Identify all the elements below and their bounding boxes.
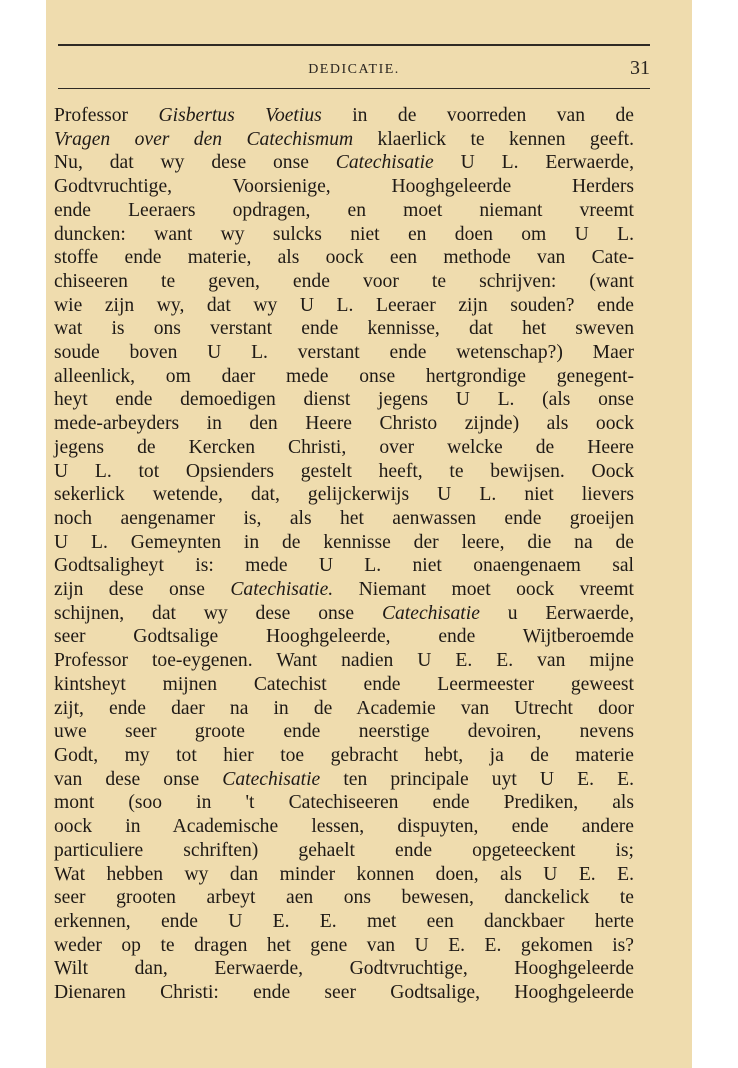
text-line bbox=[54, 697, 634, 721]
text-segment: mede-arbeyders in den Heere Christo zijnde) als oock bbox=[54, 413, 634, 435]
text-line bbox=[54, 483, 634, 507]
text-segment: heyt ende demoedigen dienst jegens U L. (als onse bbox=[54, 389, 634, 411]
text-line bbox=[54, 791, 634, 815]
text-line bbox=[54, 412, 634, 436]
text-line bbox=[54, 673, 634, 697]
page-number: 31 bbox=[630, 57, 650, 79]
text-line bbox=[54, 341, 634, 365]
text-segment: ten principale uyt U E. E. bbox=[320, 768, 634, 790]
text-segment: Dienaren Christi: ende seer Godtsalige, Hooghgeleerde bbox=[54, 982, 634, 1004]
text-line bbox=[54, 317, 634, 341]
italic-term: Catechisatie. bbox=[230, 579, 334, 601]
italic-term: Catechisatie bbox=[222, 768, 321, 790]
text-segment: Professor toe-eygenen. Want nadien U E. E. van mijne bbox=[54, 650, 634, 672]
text-line bbox=[54, 554, 634, 578]
text-segment: zijn dese onse bbox=[54, 579, 231, 601]
text-segment: U L. tot Opsienders gestelt heeft, te bewijsen. Oock bbox=[54, 460, 634, 482]
text-segment: mont (soo in 't Catechiseeren ende Prediken, als bbox=[54, 792, 634, 814]
text-line bbox=[54, 768, 634, 792]
text-segment: Wilt dan, Eerwaerde, Godtvruchtige, Hooghgeleerde bbox=[54, 958, 634, 980]
text-line bbox=[54, 531, 634, 555]
text-segment: wat is ons verstant ende kennisse, dat het sweven bbox=[54, 318, 634, 340]
text-line bbox=[54, 270, 634, 294]
text-line bbox=[54, 863, 634, 887]
book-page bbox=[46, 0, 692, 1068]
text-line bbox=[54, 815, 634, 839]
italic-term: Catechisatie bbox=[381, 602, 480, 624]
text-line bbox=[54, 365, 634, 389]
text-line bbox=[54, 507, 634, 531]
text-segment: weder op te dragen het gene van U E. E. gekomen is? bbox=[54, 934, 634, 956]
text-line bbox=[54, 460, 634, 484]
text-line bbox=[54, 720, 634, 744]
text-line bbox=[54, 104, 634, 128]
text-line bbox=[54, 294, 634, 318]
italic-term: Gisbertus Voetius bbox=[158, 105, 322, 126]
text-line bbox=[54, 223, 634, 247]
text-segment: Godtvruchtige, Voorsienige, Hooghgeleerde Herders bbox=[54, 176, 634, 198]
header-bottom-rule bbox=[58, 88, 650, 89]
text-segment: sekerlick wetende, dat, gelijckerwijs U L. niet lievers bbox=[54, 484, 634, 506]
text-line bbox=[54, 436, 634, 460]
text-segment: Godt, my tot hier toe gebracht hebt, ja de materie bbox=[54, 744, 634, 766]
header-top-rule bbox=[58, 44, 650, 46]
text-segment: soude boven U L. verstant ende wetenschap?) Maer bbox=[54, 342, 634, 364]
text-line bbox=[54, 625, 634, 649]
text-segment: u Eerwaerde, bbox=[479, 602, 634, 624]
text-line bbox=[54, 128, 634, 152]
text-segment: oock in Academische lessen, dispuyten, ende andere bbox=[54, 816, 634, 838]
dedication-text bbox=[54, 104, 634, 1005]
text-segment: U L. Gemeynten in de kennisse der leere, die na de bbox=[54, 531, 634, 553]
text-line bbox=[54, 246, 634, 270]
running-title: DEDICATIE. bbox=[308, 62, 400, 77]
text-segment: Godtsaligheyt is: mede U L. niet onaengenaem sal bbox=[54, 555, 634, 577]
text-segment: stoffe ende materie, als oock een methode van Cate- bbox=[54, 247, 634, 269]
text-segment: ende Leeraers opdragen, en moet niemant vreemt bbox=[54, 199, 634, 221]
text-line bbox=[54, 886, 634, 910]
text-line bbox=[54, 578, 634, 602]
text-line bbox=[54, 388, 634, 412]
text-line bbox=[54, 934, 634, 958]
text-segment: wie zijn wy, dat wy U L. Leeraer zijn souden? ende bbox=[54, 294, 634, 316]
text-line bbox=[54, 602, 634, 626]
text-segment: alleenlick, om daer mede onse hertgrondige genegent- bbox=[54, 365, 634, 387]
italic-term: Catechisatie bbox=[335, 152, 434, 174]
text-line bbox=[54, 199, 634, 223]
text-segment: erkennen, ende U E. E. met een danckbaer herte bbox=[54, 910, 634, 932]
text-line bbox=[54, 175, 634, 199]
page-header bbox=[58, 56, 650, 84]
text-segment: particuliere schriften) gehaelt ende opgeteeckent is; bbox=[54, 839, 634, 861]
text-line bbox=[54, 981, 634, 1005]
text-line bbox=[54, 649, 634, 673]
text-line bbox=[54, 957, 634, 981]
italic-term: Vragen over den Catechismum bbox=[54, 128, 354, 150]
text-segment: U L. Eerwaerde, bbox=[433, 152, 634, 174]
text-segment: Professor bbox=[54, 105, 159, 126]
text-line bbox=[54, 151, 634, 175]
text-segment: Wat hebben wy dan minder konnen doen, als U E. E. bbox=[54, 863, 634, 885]
text-segment: schijnen, dat wy dese onse bbox=[54, 602, 382, 624]
text-segment: klaerlick te kennen geeft. bbox=[353, 128, 634, 150]
text-segment: jegens de Kercken Christi, over welcke de Heere bbox=[54, 436, 634, 458]
text-segment: zijt, ende daer na in de Academie van Utrecht door bbox=[54, 697, 634, 719]
text-segment: kintsheyt mijnen Catechist ende Leermeester geweest bbox=[54, 673, 634, 695]
text-line bbox=[54, 910, 634, 934]
text-segment: chiseeren te geven, ende voor te schrijven: (want bbox=[54, 270, 634, 292]
text-segment: van dese onse bbox=[54, 768, 223, 790]
text-segment: seer grooten arbeyt aen ons bewesen, danckelick te bbox=[54, 887, 634, 909]
text-segment: uwe seer groote ende neerstige devoiren, nevens bbox=[54, 721, 634, 743]
text-segment: in de voorreden van de bbox=[321, 105, 634, 126]
text-segment: noch aengenamer is, als het aenwassen ende groeijen bbox=[54, 507, 634, 529]
text-segment: seer Godtsalige Hooghgeleerde, ende Wijtberoemde bbox=[54, 626, 634, 648]
text-segment: duncken: want wy sulcks niet en doen om U L. bbox=[54, 223, 634, 245]
text-line bbox=[54, 744, 634, 768]
text-segment: Nu, dat wy dese onse bbox=[54, 152, 336, 174]
text-line bbox=[54, 839, 634, 863]
text-segment: Niemant moet oock vreemt bbox=[333, 579, 634, 601]
